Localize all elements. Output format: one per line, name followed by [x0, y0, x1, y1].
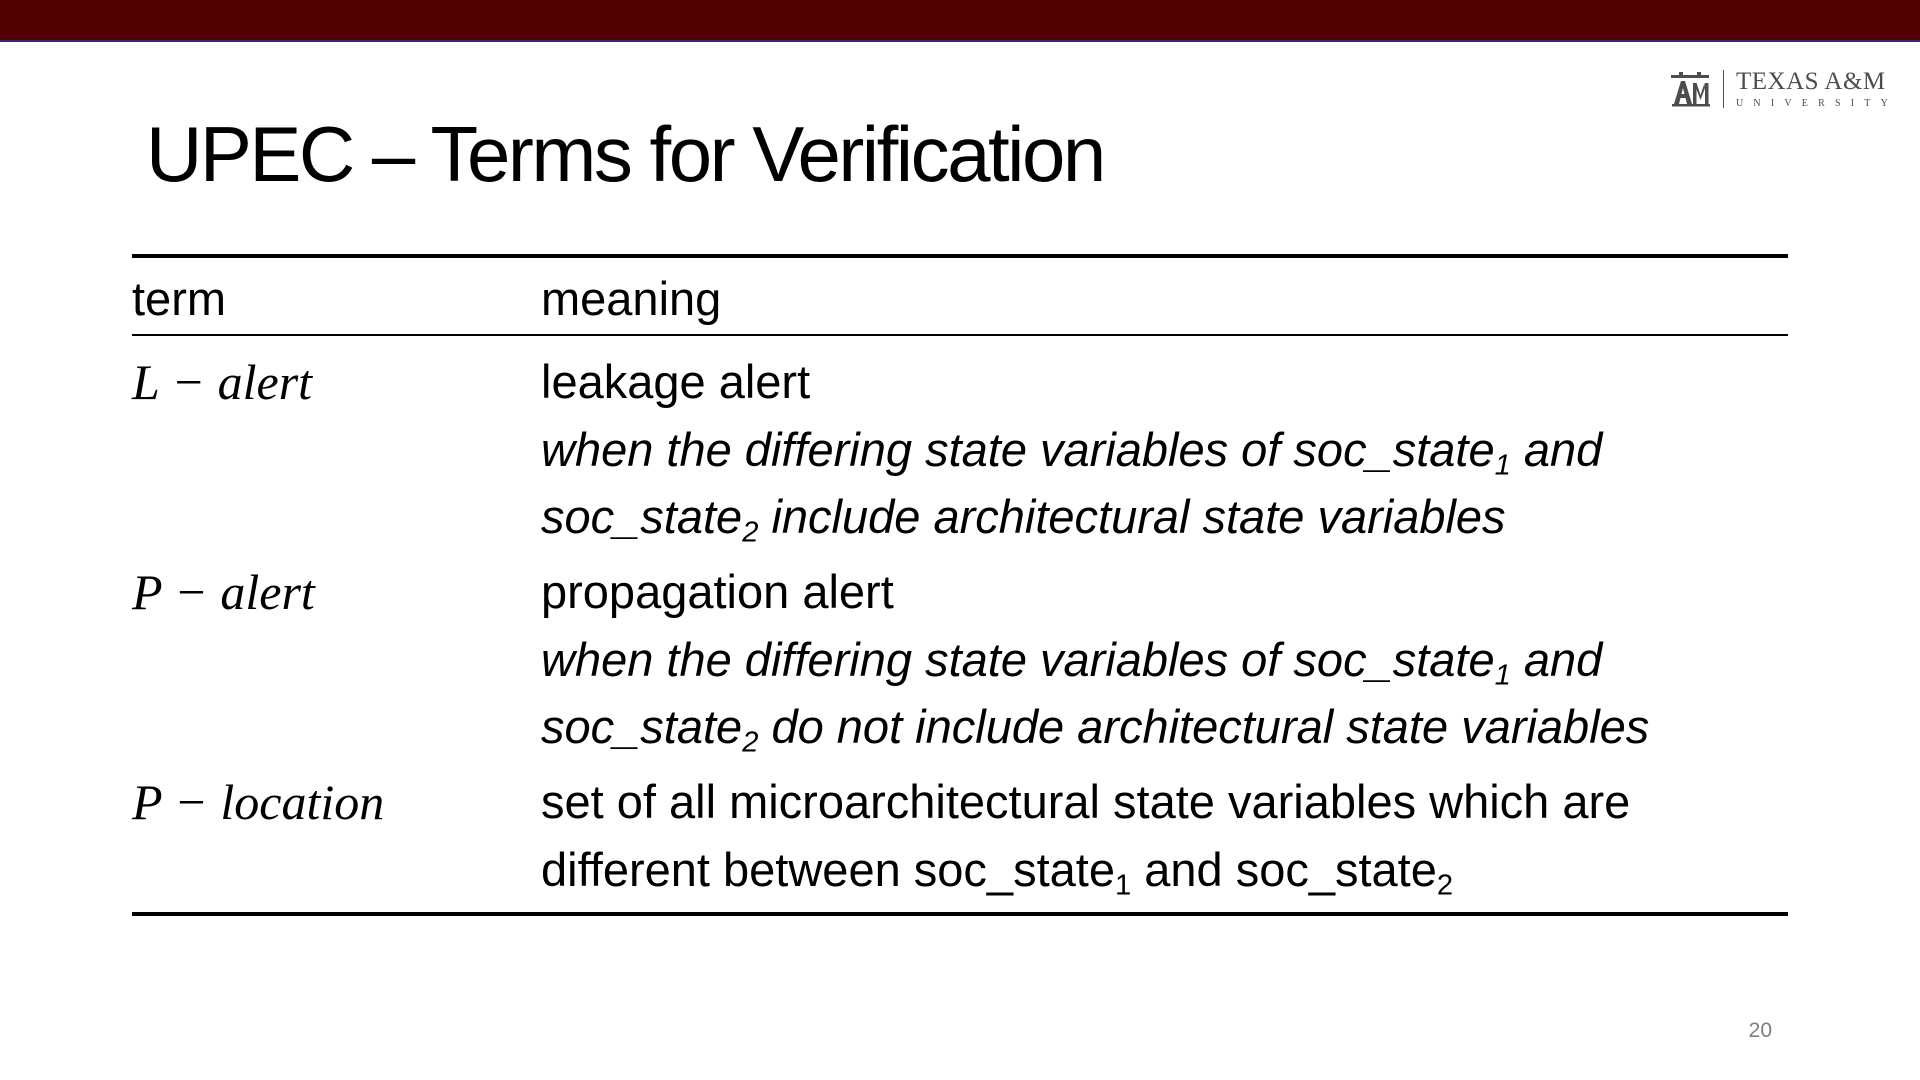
term-p-alert: P − alert: [132, 564, 315, 621]
logo-name: TEXAS A&M: [1736, 68, 1886, 95]
term-cell: [132, 558, 541, 768]
meaning-title: propagation alert: [541, 565, 894, 619]
term-cell: [132, 335, 541, 558]
header-bar: [0, 0, 1920, 42]
meaning-title: leakage alert: [541, 355, 811, 409]
slide-title: UPEC – Terms for Verification: [146, 110, 1104, 198]
atm-logo-icon: [1667, 70, 1713, 108]
meaning-cell: [541, 558, 1788, 768]
terms-table: [132, 254, 1788, 916]
header-meaning: meaning: [541, 272, 722, 325]
logo-subtitle: UNIVERSITY: [1736, 98, 1898, 109]
term-cell: [132, 768, 541, 914]
table-row: [132, 768, 1788, 914]
term-l-alert: L − alert: [132, 354, 313, 411]
meaning-note-line: soc_state$_2$ include architectural state variables: [541, 490, 1506, 549]
university-logo: [1667, 68, 1898, 110]
header-term: term: [132, 272, 226, 325]
meaning-note-line: soc_state$_2$ do not include architectural state variables: [541, 700, 1650, 759]
table-row: [132, 335, 1788, 558]
meaning-cell: [541, 768, 1788, 914]
logo-divider: [1723, 70, 1724, 108]
term-p-location: P − location: [132, 774, 385, 831]
table-header-row: [132, 256, 1788, 335]
meaning-note-line: when the differing state variables of soc_state$_1$ and: [541, 633, 1603, 692]
meaning-line: different between soc_state$_1$ and soc_state$_2$: [541, 843, 1454, 902]
logo-wordmark: [1736, 69, 1898, 109]
meaning-title: set of all microarchitectural state variables which are: [541, 775, 1631, 829]
meaning-cell: [541, 335, 1788, 558]
meaning-note-line: when the differing state variables of soc_state$_1$ and: [541, 423, 1603, 482]
table-row: [132, 558, 1788, 768]
page-number: 20: [1748, 1019, 1772, 1042]
